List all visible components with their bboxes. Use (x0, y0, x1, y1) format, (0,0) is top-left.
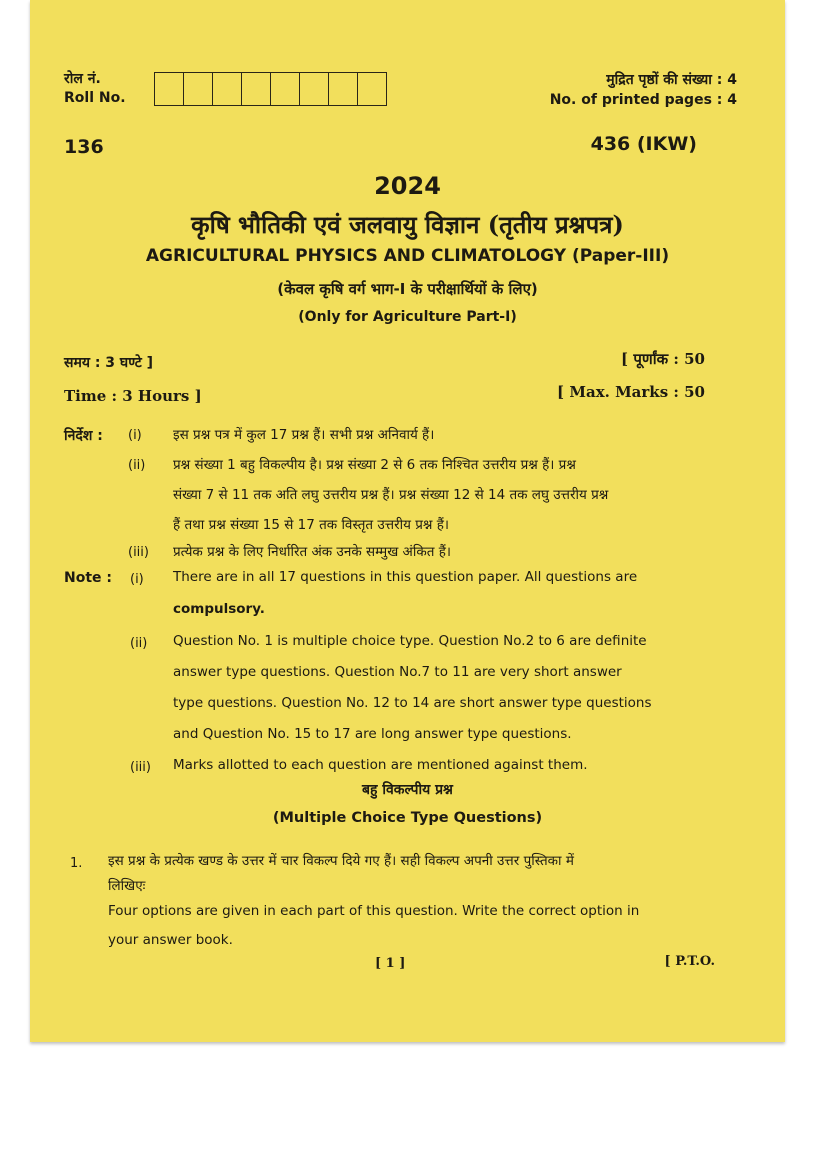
instruction-line: हैं तथा प्रश्न संख्या 15 से 17 तक विस्तृत उत्तरीय प्रश्न हैं। (173, 517, 450, 533)
roll-box[interactable] (242, 73, 271, 105)
note-line: Marks allotted to each question are mentioned against them. (173, 757, 588, 773)
instruction-number: (ii) (128, 458, 146, 473)
subject-title-english: AGRICULTURAL PHYSICS AND CLIMATOLOGY (Paper-III) (145, 246, 670, 266)
instruction-line: इस प्रश्न पत्र में कुल 17 प्रश्न हैं। सभी प्रश्न अनिवार्य हैं। (173, 427, 435, 443)
note-number: (i) (130, 572, 144, 587)
roll-label-hindi: रोल नं. (64, 71, 101, 87)
instruction-number: (i) (128, 428, 142, 443)
time-english: Time : 3 Hours ] (64, 387, 202, 405)
note-line: type questions. Question No. 12 to 14 are short answer type questions (173, 695, 652, 711)
question-line-english: Four options are given in each part of this question. Write the correct option in (108, 903, 640, 919)
roll-box[interactable] (358, 73, 386, 105)
question-line-hindi: लिखिएः (108, 878, 146, 894)
audience-hindi: (केवल कृषि वर्ग भाग-I के परीक्षार्थियों के लिए) (277, 280, 538, 298)
instruction-line: प्रश्न संख्या 1 बहु विकल्पीय है। प्रश्न संख्या 2 से 6 तक निश्चित उत्तरीय प्रश्न हैं। प्रश्न (173, 457, 576, 473)
section-heading-hindi: बहु विकल्पीय प्रश्न (362, 782, 453, 798)
instruction-line: संख्या 7 से 11 तक अति लघु उत्तरीय प्रश्न हैं। प्रश्न संख्या 12 से 14 तक लघु उत्तरीय प्रश्न (173, 487, 609, 503)
page-number: [ 1 ] (375, 956, 406, 971)
roll-box[interactable] (329, 73, 358, 105)
audience-english: (Only for Agriculture Part-I) (298, 309, 517, 325)
roll-number-label (64, 70, 126, 108)
note-line: Question No. 1 is multiple choice type. Question No.2 to 6 are definite (173, 633, 647, 649)
paper-code-right: 436 (IKW) (590, 133, 697, 155)
instructions-label-hindi: निर्देश : (64, 428, 103, 444)
roll-box[interactable] (213, 73, 242, 105)
note-number: (ii) (130, 636, 148, 651)
exam-paper-sheet (30, 0, 785, 1042)
time-hindi: समय : 3 घण्टे ] (64, 355, 154, 371)
roll-label-english: Roll No. (64, 90, 126, 106)
note-line: There are in all 17 questions in this question paper. All questions are (173, 569, 638, 585)
question-line-hindi: इस प्रश्न के प्रत्येक खण्ड के उत्तर में चार विकल्प दिये गए हैं। सही विकल्प अपनी उत्तर पुस्तिका में (108, 853, 574, 869)
notes-label-english: Note : (64, 570, 112, 586)
max-marks-english: [ Max. Marks : 50 (557, 383, 705, 401)
question-line-english: your answer book. (108, 932, 233, 948)
paper-code-left: 136 (64, 136, 104, 158)
printed-pages-english: No. of printed pages : 4 (549, 92, 737, 108)
note-line: answer type questions. Question No.7 to 11 are very short answer (173, 664, 622, 680)
max-marks-hindi: [ पूर्णांक : 50 (621, 350, 705, 368)
roll-box[interactable] (184, 73, 213, 105)
roll-number-boxes[interactable] (154, 72, 387, 106)
exam-year: 2024 (374, 172, 441, 200)
printed-pages-hindi: मुद्रित पृष्ठों की संख्या : 4 (606, 72, 737, 88)
instruction-number: (iii) (128, 545, 149, 560)
subject-title-hindi: कृषि भौतिकी एवं जलवायु विज्ञान (तृतीय प्रश्नपत्र) (191, 210, 624, 239)
note-line: and Question No. 15 to 17 are long answer type questions. (173, 726, 572, 742)
section-heading-english: (Multiple Choice Type Questions) (272, 810, 543, 826)
roll-box[interactable] (155, 73, 184, 105)
roll-box[interactable] (271, 73, 300, 105)
roll-box[interactable] (300, 73, 329, 105)
note-line: compulsory. (173, 601, 265, 617)
question-number: 1. (70, 856, 83, 871)
note-number: (iii) (130, 760, 151, 775)
please-turn-over: [ P.T.O. (664, 954, 715, 969)
instruction-line: प्रत्येक प्रश्न के लिए निर्धारित अंक उनके सम्मुख अंकित हैं। (173, 544, 452, 560)
printed-pages-count (550, 70, 737, 110)
